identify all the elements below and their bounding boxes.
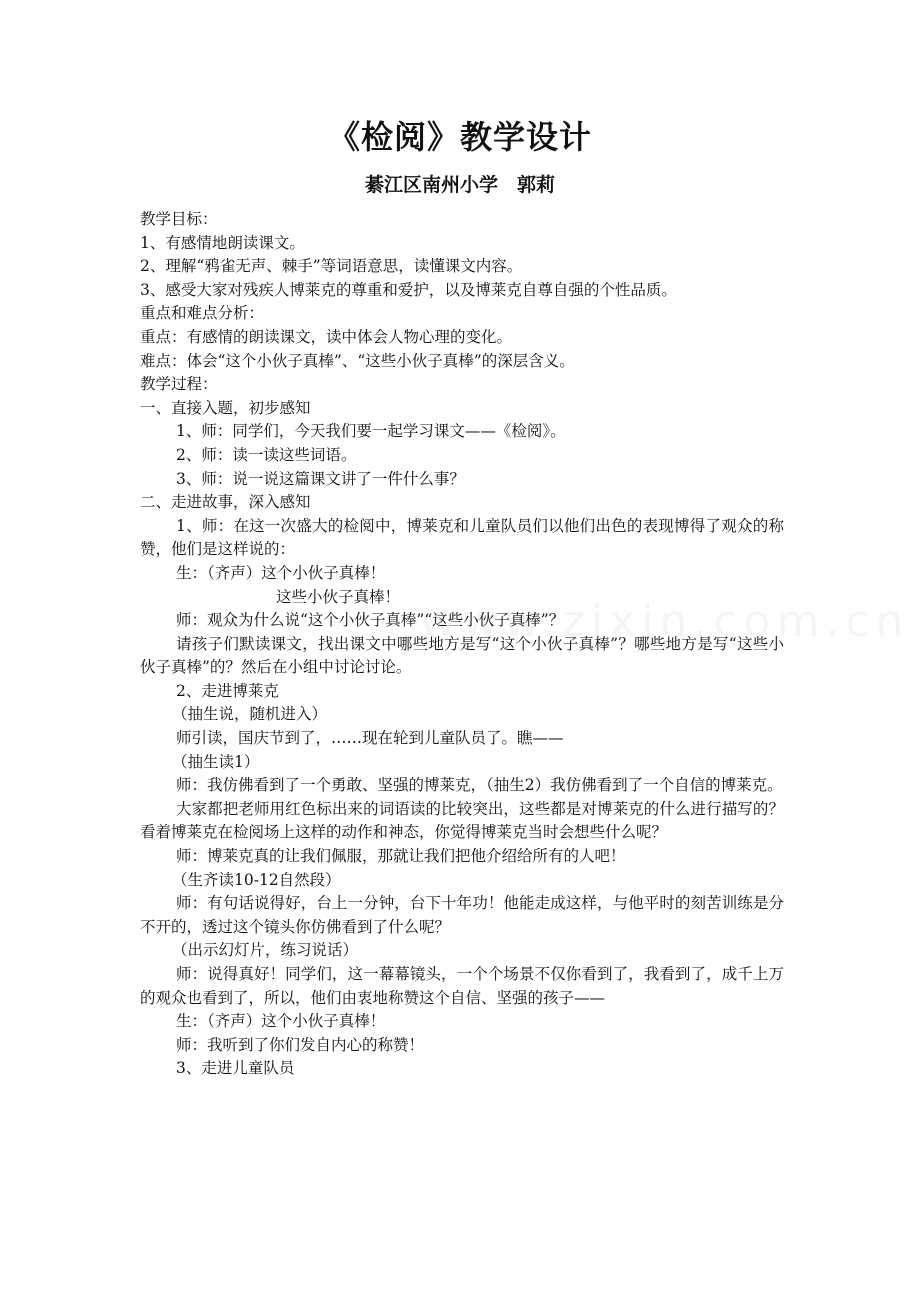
sub-heading: 3、走进儿童队员 <box>176 1059 295 1078</box>
key-point: 重点：有感情的朗读课文，读中体会人物心理的变化。 <box>140 327 513 346</box>
section-heading-process: 教学过程： <box>140 375 218 394</box>
paragraph: 大家都把老师用红色标出来的词语读的比较突出，这些都是对博莱克的什么进行描写的？看着博莱克在检阅场上这样的动作和神态，你觉得博莱克当时会想些什么呢？ <box>140 799 784 842</box>
paragraph: （抽生读1） <box>172 752 260 771</box>
goal-item: 3、感受大家对残疾人博莱克的尊重和爱护，以及博莱克自尊自强的个性品质。 <box>140 280 677 299</box>
sub-heading: 2、走进博莱克 <box>176 681 279 700</box>
process-step-heading: 一、直接入题，初步感知 <box>140 398 311 417</box>
paragraph: （出示幻灯片，练习说话） <box>172 941 359 960</box>
goal-item: 2、理解“鸦雀无声、棘手”等词语意思，读懂课文内容。 <box>140 257 523 276</box>
page-title: 《检阅》教学设计 <box>327 118 592 156</box>
paragraph: 师：说得真好！同学们，这一幕幕镜头，一个个场景不仅你看到了，我看到了，成千上万的观众也看到了，所以，他们由衷地称赞这个自信、坚强的孩子—— <box>140 965 784 1007</box>
paragraph: 1、师：在这一次盛大的检阅中，博莱克和儿童队员们以他们出色的表现博得了观众的称赞，他们是这样说的： <box>140 516 784 559</box>
goal-item: 1、有感情地朗读课文。 <box>140 233 305 252</box>
paragraph: 师：博莱克真的让我们佩服，那就让我们把他介绍给所有的人吧！ <box>176 847 626 866</box>
difficult-point: 难点：体会“这个小伙子真棒”、“这些小伙子真棒”的深层含义。 <box>140 351 575 370</box>
paragraph: 师：我仿佛看到了一个勇敢、坚强的博莱克，（抽生2）我仿佛看到了一个自信的博莱克。 <box>176 776 783 795</box>
paragraph: 生：（齐声）这个小伙子真棒！ <box>176 1012 386 1031</box>
paragraph: 师：我听到了你们发自内心的称赞！ <box>176 1035 425 1054</box>
paragraph: （生齐读10-12自然段） <box>172 870 341 889</box>
paragraph: 请孩子们默读课文，找出课文中哪些地方是写“这个小伙子真棒”？哪些地方是写“这些小伙子真棒”的？然后在小组中讨论讨论。 <box>140 634 784 677</box>
document-body <box>140 208 784 1081</box>
author-line: 綦江区南州小学 郭莉 <box>364 174 555 196</box>
section-heading-key-points: 重点和难点分析： <box>140 304 265 323</box>
paragraph: 这些小伙子真棒！ <box>276 587 401 606</box>
paragraph: 1、师：同学们，今天我们要一起学习课文——《检阅》。 <box>176 422 566 441</box>
process-step-heading: 二、走进故事，深入感知 <box>140 493 311 512</box>
paragraph: 师：有句话说得好，台上一分钟，台下十年功！他能走成这样，与他平时的刻苦训练是分不开的，透过这个镜头你仿佛看到了什么呢？ <box>140 894 784 936</box>
section-heading-goals: 教学目标： <box>140 210 218 228</box>
paragraph: 3、师：说一说这篇课文讲了一件什么事？ <box>176 469 465 488</box>
paragraph: （抽生说，随机进入） <box>172 705 328 724</box>
paragraph: 生：（齐声）这个小伙子真棒！ <box>176 563 386 582</box>
paragraph: 师：观众为什么说“这个小伙子真棒”“这些小伙子真棒”？ <box>176 611 565 630</box>
paragraph: 师引读，国庆节到了，……现在轮到儿童队员了。瞧—— <box>176 729 564 748</box>
paragraph: 2、师：读一读这些词语。 <box>176 445 357 464</box>
